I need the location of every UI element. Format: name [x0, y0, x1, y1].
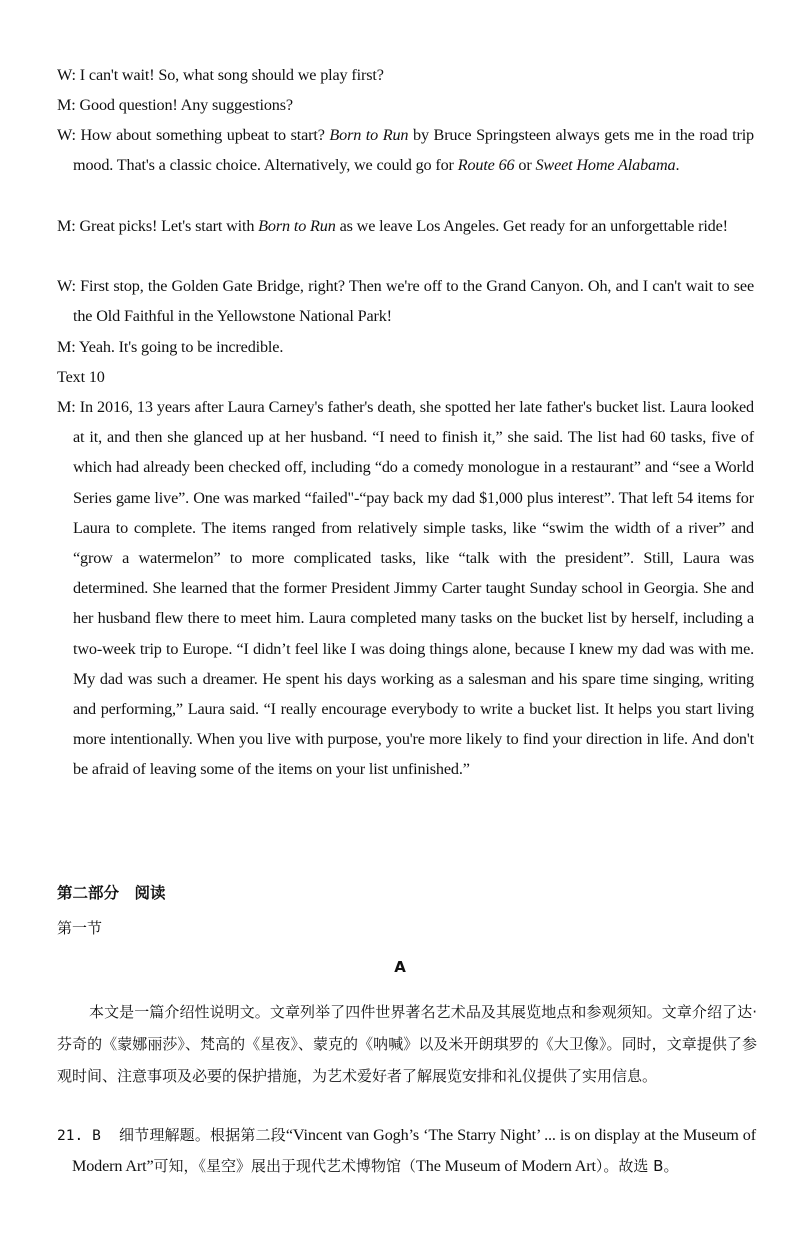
text10-label: Text 10 [57, 368, 105, 386]
answer-21-text-1: 细节理解题。根据第二段 [118, 1126, 286, 1144]
passage-summary: 本文是一篇介绍性说明文。文章列举了四件世界著名艺术品及其展览地点和参观须知。文章介绍了达·芬奇的《蒙娜丽莎》、梵高的《星夜》、蒙克的《呐喊》以及米开朗琪罗的《大卫像》。同时，文章提供了参观时间、注意事项及必要的保护措施，为艺术爱好者了解展览安排和礼仪提供了实用信息。 [57, 1003, 757, 1085]
section1-label: 第一节 [57, 919, 103, 937]
dialogue-great-picks [57, 211, 754, 241]
song-title-sweet-home-alabama: Sweet Home Alabama [535, 156, 676, 175]
dialogue-first-stop: W: First stop, the Golden Gate Bridge, right? Then we're off to the Grand Canyon. Oh, and I can't wait to see the Old Faithful in the Yellowstone National Park! [57, 277, 754, 326]
suggestion-text-1: W: How about something upbeat to start? [57, 126, 330, 144]
song-title-route-66: Route 66 [457, 156, 515, 175]
part2-heading: 第二部分 阅读 [57, 884, 166, 902]
answer-21-quote: “Vincent van Gogh’s ‘The Starry Night’ ... is on display at the Museum of Modern Art” [72, 1126, 756, 1175]
answer-21-number: 21. B [57, 1128, 101, 1144]
great-picks-text-2: as we leave Los Angeles. Get ready for an unforgettable ride! [335, 217, 728, 235]
suggestion-text-2: by Bruce Springsteen always gets me in the road trip mood. That's a classic choice. Alternatively, we could go for [73, 126, 755, 175]
suggestion-text-3: or [514, 156, 536, 175]
dialogue-suggestion [57, 120, 754, 180]
answer-21-text-3: ）。故选 B。 [595, 1157, 679, 1175]
dialogue-line-w-cant-wait: W: I can't wait! So, what song should we play first? [57, 66, 384, 84]
answer-21-text-2: 可知，《星空》展出于现代艺术博物馆（ [153, 1157, 417, 1175]
passage-a-label: A [394, 958, 406, 976]
text10-body: M: In 2016, 13 years after Laura Carney's father's death, she spotted her late father's bucket list. Laura looked at it, and then she glanced up at her husband. “I need to finish it,” she said. The list had 60 tasks, five of which had already been checked off, including “do a comedy monologue in a restaurant” and “see a World Series game live”. One was marked “failed"-“pay back my dad $1,000 plus interest”. That left 54 items for Laura to complete. The items ranged from relatively simple tasks, like “swim the width of a river” and “grow a watermelon” to more complicated tasks, like “talk with the president”. Still, Laura was determined. She learned that the former President Jimmy Carter taught Sunday school in Georgia. She and her husband flew there to meet him. Laura completed many tasks on the bucket list by herself, including a two-week trip to Europe. “I didn’t feel like I was doing things alone, because I knew my dad was with me. My dad was such a dreamer. He spent his days working as a salesman and his spare time singing, writing and performing,” Laura said. “I really encourage everybody to write a bucket list. It helps you start living more intentionally. When you live with purpose, you're more likely to find your direction in life. And don't be afraid of leaving some of the items on your list unfinished.” [57, 398, 754, 779]
song-title-born-to-run: Born to Run [329, 126, 409, 144]
great-picks-text-1: M: Great picks! Let's start with [57, 217, 259, 235]
song-title-born-to-run-2: Born to Run [258, 217, 336, 235]
dialogue-line-m-good-question: M: Good question! Any suggestions? [57, 96, 293, 114]
suggestion-text-4: . [675, 156, 680, 175]
answer-21 [57, 1120, 756, 1181]
dialogue-incredible: M: Yeah. It's going to be incredible. [57, 338, 284, 356]
answer-21-museum-name: The Museum of Modern Art [416, 1157, 596, 1175]
